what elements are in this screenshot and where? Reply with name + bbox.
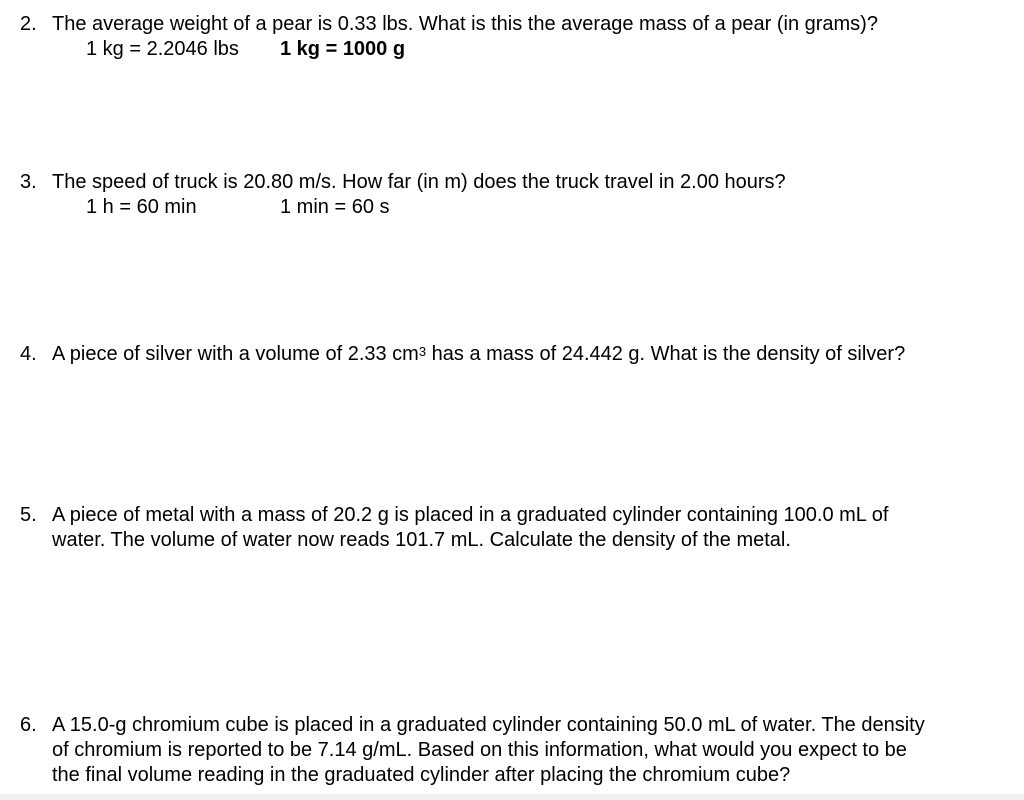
question-3-number: 3.	[20, 171, 37, 193]
question-3	[20, 170, 1010, 195]
q3-conversion-minutes: 1 min = 60 s	[280, 196, 390, 218]
question-6-line-2: of chromium is reported to be 7.14 g/mL. Based on this information, what would you expect to be	[52, 739, 907, 761]
question-2-number: 2.	[20, 13, 37, 35]
question-4-number: 4.	[20, 343, 37, 365]
question-4-text-before: A piece of silver with a volume of 2.33 cm	[52, 343, 419, 365]
question-4-text-after: has a mass of 24.442 g. What is the density of silver?	[426, 343, 906, 365]
question-5	[20, 503, 1010, 553]
question-5-number: 5.	[20, 504, 37, 526]
question-6-line-1: A 15.0-g chromium cube is placed in a graduated cylinder containing 50.0 mL of water. The density	[52, 714, 925, 736]
q2-conversion-lbs: 1 kg = 2.2046 lbs	[86, 38, 239, 60]
q2-conversion-grams: 1 kg = 1000 g	[280, 38, 406, 60]
question-6-number: 6.	[20, 714, 37, 736]
question-4	[20, 342, 1010, 367]
q3-conversion-hours: 1 h = 60 min	[86, 196, 197, 218]
question-6	[20, 713, 1010, 788]
question-5-line-1: A piece of metal with a mass of 20.2 g is placed in a graduated cylinder containing 100.0 mL of	[52, 504, 889, 526]
question-5-line-2: water. The volume of water now reads 101.7 mL. Calculate the density of the metal.	[52, 529, 791, 551]
question-4-text	[52, 342, 905, 367]
page-bottom-divider	[0, 794, 1024, 800]
question-2-text: The average weight of a pear is 0.33 lbs. What is this the average mass of a pear (in grams)?	[52, 13, 878, 35]
question-3-text: The speed of truck is 20.80 m/s. How far (in m) does the truck travel in 2.00 hours?	[52, 171, 786, 193]
question-6-line-3: the final volume reading in the graduated cylinder after placing the chromium cube?	[52, 764, 791, 786]
cubic-superscript: 3	[418, 344, 427, 359]
question-2	[20, 12, 1010, 37]
